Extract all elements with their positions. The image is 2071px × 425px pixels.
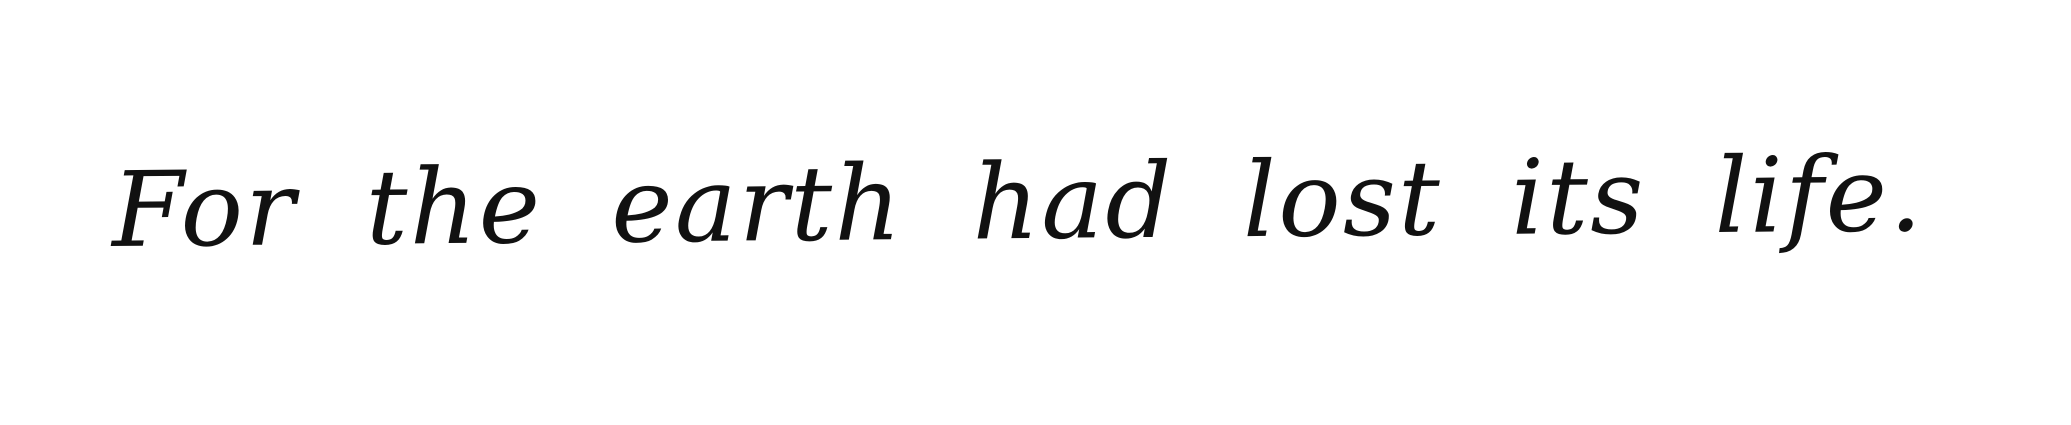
- handwritten-text-line: For the earth had lost its life.: [111, 133, 1925, 271]
